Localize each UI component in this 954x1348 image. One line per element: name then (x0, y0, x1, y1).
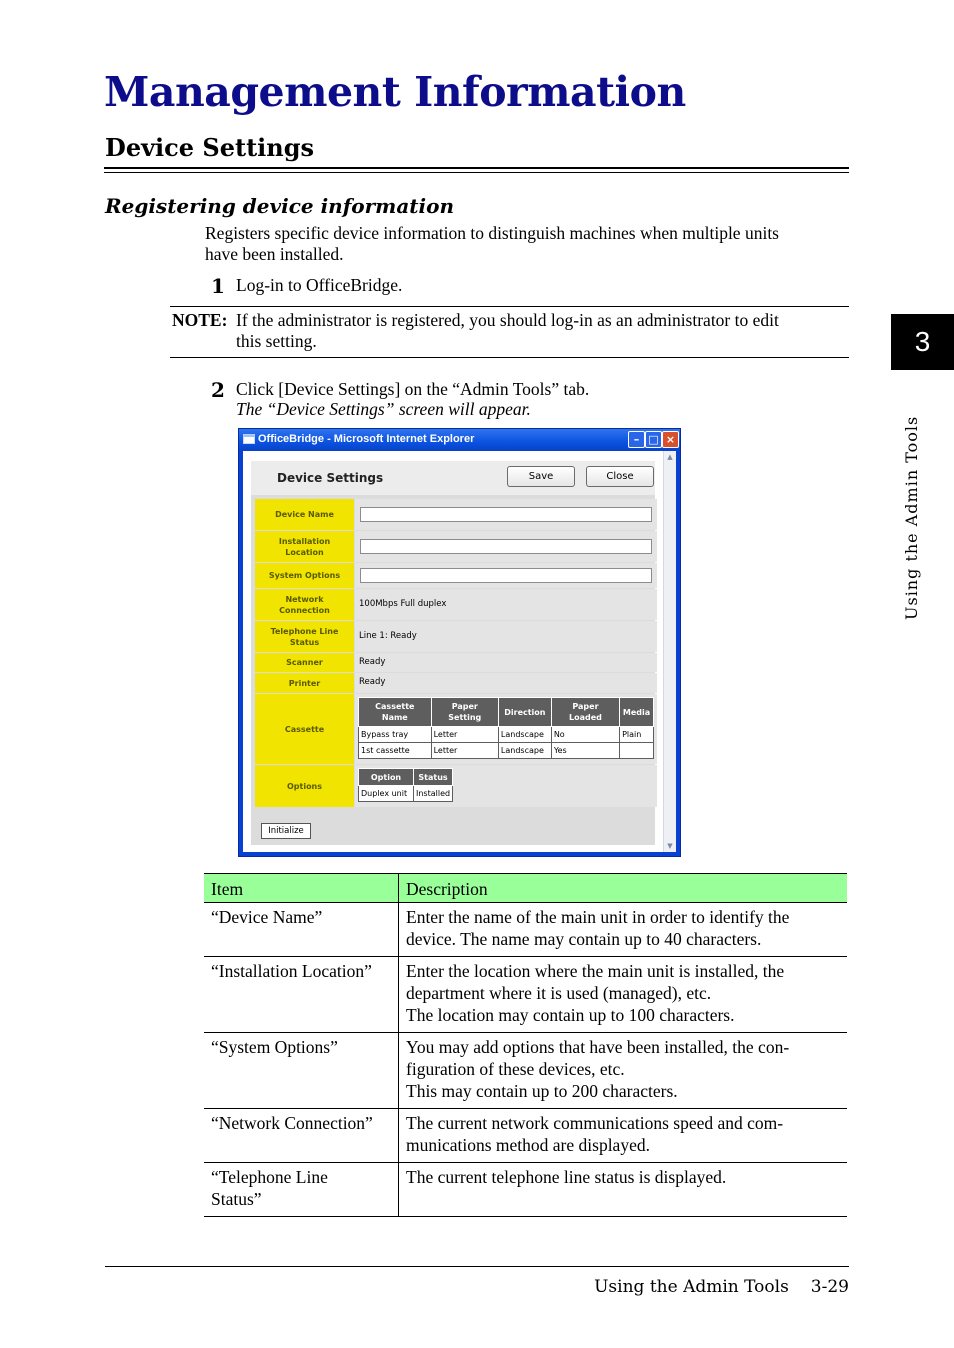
header-line: Setting (448, 713, 482, 722)
field-label: Cassette (255, 694, 354, 764)
description-line: You may add options that have been installed, the con- (406, 1037, 790, 1057)
description-line: munications method are displayed. (406, 1135, 650, 1155)
page-number: 3-29 (810, 1277, 849, 1297)
step-text: Click [Device Settings] on the “Admin Tools” tab. (236, 379, 590, 399)
field-row-printer (255, 673, 657, 693)
description-line: Enter the name of the main unit in order to identify the (406, 907, 790, 927)
table-cell: No (551, 727, 619, 743)
field-row-installation-location (255, 531, 657, 562)
column-header (551, 698, 619, 727)
maximize-icon[interactable]: □ (645, 431, 662, 448)
description-line: Enter the location where the main unit is installed, the (406, 961, 785, 981)
field-row-network-connection (255, 589, 657, 620)
table-cell (620, 743, 654, 759)
scanner-value: Ready (359, 657, 386, 667)
field-row-system-options (255, 563, 657, 588)
column-header (359, 698, 432, 727)
item-line: “Device Name” (211, 907, 323, 927)
step-text: Log-in to OfficeBridge. (236, 275, 403, 295)
window-title: OfficeBridge - Microsoft Internet Explorer (258, 433, 475, 445)
label-line: Status (289, 637, 320, 647)
field-value-cell (355, 563, 657, 588)
close-icon[interactable]: × (662, 431, 679, 448)
step-number: 1 (211, 274, 225, 298)
item-line: “Installation Location” (211, 961, 372, 981)
table-cell: Bypass tray (359, 727, 432, 743)
column-header: Status (414, 769, 453, 786)
section-rule-top (104, 167, 849, 169)
table-cell: Landscape (498, 727, 551, 743)
field-value-cell (355, 694, 657, 764)
table-row (359, 786, 453, 802)
chapter-tab: 3 (891, 314, 954, 370)
table-row (359, 727, 654, 743)
header-line: Paper (451, 702, 478, 711)
field-value-cell (355, 589, 657, 620)
side-chapter-label: Using the Admin Tools (902, 415, 921, 620)
footer-rule (105, 1266, 849, 1267)
printer-value: Ready (359, 677, 386, 687)
column-header: Direction (498, 698, 551, 727)
item-cell (204, 957, 399, 1033)
table-header-row (204, 874, 847, 903)
field-label (255, 621, 354, 652)
table-cell: Plain (620, 727, 654, 743)
network-connection-value: 100Mbps Full duplex (359, 599, 447, 609)
table-cell: Installed (414, 786, 453, 802)
field-value-cell (355, 765, 657, 807)
column-header (431, 698, 498, 727)
description-line: The current telephone line status is displayed. (406, 1167, 727, 1187)
description-line: This may contain up to 200 characters. (406, 1081, 678, 1101)
description-table (204, 873, 847, 1217)
browser-window (238, 428, 681, 857)
description-cell (399, 1033, 848, 1109)
field-label (255, 531, 354, 562)
description-line: department where it is used (managed), etc. (406, 983, 712, 1003)
save-button[interactable]: Save (507, 466, 575, 487)
page-footer (594, 1277, 849, 1297)
label-line: Connection (279, 605, 330, 615)
table-header-row (359, 769, 453, 786)
description-cell (399, 957, 848, 1033)
intro-line: have been installed. (205, 244, 344, 264)
description-cell (399, 1163, 848, 1217)
table-cell: 1st cassette (359, 743, 432, 759)
scroll-down-icon[interactable]: ▼ (667, 842, 673, 850)
label-line: Network (285, 594, 324, 604)
table-row (204, 1109, 847, 1163)
item-cell (204, 903, 399, 957)
table-row (204, 903, 847, 957)
table-row (204, 1163, 847, 1217)
item-line: “Telephone Line (211, 1167, 328, 1187)
note-line: this setting. (236, 331, 317, 351)
device-settings-panel (251, 461, 655, 845)
cassette-table (358, 697, 654, 759)
page-title: Management Information (104, 68, 686, 116)
item-line: Status” (211, 1189, 262, 1209)
description-line: The location may contain up to 100 characters. (406, 1005, 735, 1025)
label-line: Installation (278, 536, 331, 546)
header-line: Paper (572, 702, 599, 711)
field-label: System Options (255, 563, 354, 588)
intro-paragraph (205, 223, 845, 265)
field-value-cell (355, 621, 657, 652)
table-cell: Yes (551, 743, 619, 759)
item-cell (204, 1033, 399, 1109)
field-row-device-name (255, 499, 657, 530)
note-text (236, 310, 846, 352)
close-button[interactable]: Close (586, 466, 654, 487)
subsection-heading: Registering device information (105, 194, 455, 218)
item-cell (204, 1163, 399, 1217)
section-rule-bottom (104, 172, 849, 173)
field-value-cell (355, 673, 657, 693)
table-row (204, 957, 847, 1033)
options-table (358, 768, 453, 802)
label-line: Location (285, 547, 324, 557)
table-row (359, 743, 654, 759)
scroll-up-icon[interactable]: ▲ (667, 453, 673, 461)
footer-section: Using the Admin Tools (594, 1277, 789, 1297)
column-header: Description (399, 874, 848, 903)
section-heading: Device Settings (105, 133, 315, 162)
field-row-options (255, 765, 657, 807)
minimize-icon[interactable]: – (628, 431, 645, 448)
field-value-cell (355, 499, 657, 530)
field-label: Printer (255, 673, 354, 693)
table-cell: Letter (431, 743, 498, 759)
description-line: device. The name may contain up to 40 characters. (406, 929, 762, 949)
field-row-telephone-line-status (255, 621, 657, 652)
browser-icon (243, 433, 255, 445)
browser-client-area (243, 451, 676, 852)
header-line: Cassette (375, 702, 415, 711)
field-value-cell (355, 531, 657, 562)
table-cell: Landscape (498, 743, 551, 759)
browser-content (243, 451, 663, 852)
table-header-row (359, 698, 654, 727)
table-cell: Duplex unit (359, 786, 414, 802)
item-line: “System Options” (211, 1037, 338, 1057)
field-label: Device Name (255, 499, 354, 530)
field-label: Scanner (255, 653, 354, 672)
field-row-cassette (255, 694, 657, 764)
window-titlebar[interactable] (239, 429, 680, 451)
description-line: figuration of these devices, etc. (406, 1059, 625, 1079)
column-header: Item (204, 874, 399, 903)
header-line: Loaded (569, 713, 602, 722)
system-options-input[interactable] (360, 568, 652, 583)
step-result: The “Device Settings” screen will appear. (236, 399, 531, 419)
note-line: If the administrator is registered, you should log-in as an administrator to edit (236, 310, 779, 330)
vertical-scrollbar[interactable] (663, 451, 676, 852)
field-row-scanner (255, 653, 657, 672)
description-line: The current network communications speed and com- (406, 1113, 784, 1133)
item-cell (204, 1109, 399, 1163)
telephone-line-status-value: Line 1: Ready (359, 631, 417, 641)
field-label (255, 589, 354, 620)
initialize-button[interactable]: Initialize (261, 823, 311, 839)
installation-location-input[interactable] (360, 539, 652, 554)
step-number: 2 (211, 378, 225, 402)
item-line: “Network Connection” (211, 1113, 373, 1133)
device-name-input[interactable] (360, 507, 652, 522)
table-cell: Letter (431, 727, 498, 743)
table-row (204, 1033, 847, 1109)
header-line: Name (381, 713, 408, 722)
field-value-cell (355, 653, 657, 672)
intro-line: Registers specific device information to distinguish machines when multiple units (205, 223, 779, 243)
column-header: Option (359, 769, 414, 786)
panel-heading: Device Settings (277, 471, 384, 485)
panel-header (251, 461, 655, 495)
description-cell (399, 1109, 848, 1163)
description-cell (399, 903, 848, 957)
note-label: NOTE: (172, 310, 228, 330)
label-line: Telephone Line (270, 626, 339, 636)
column-header: Media (620, 698, 654, 727)
field-label: Options (255, 765, 354, 807)
